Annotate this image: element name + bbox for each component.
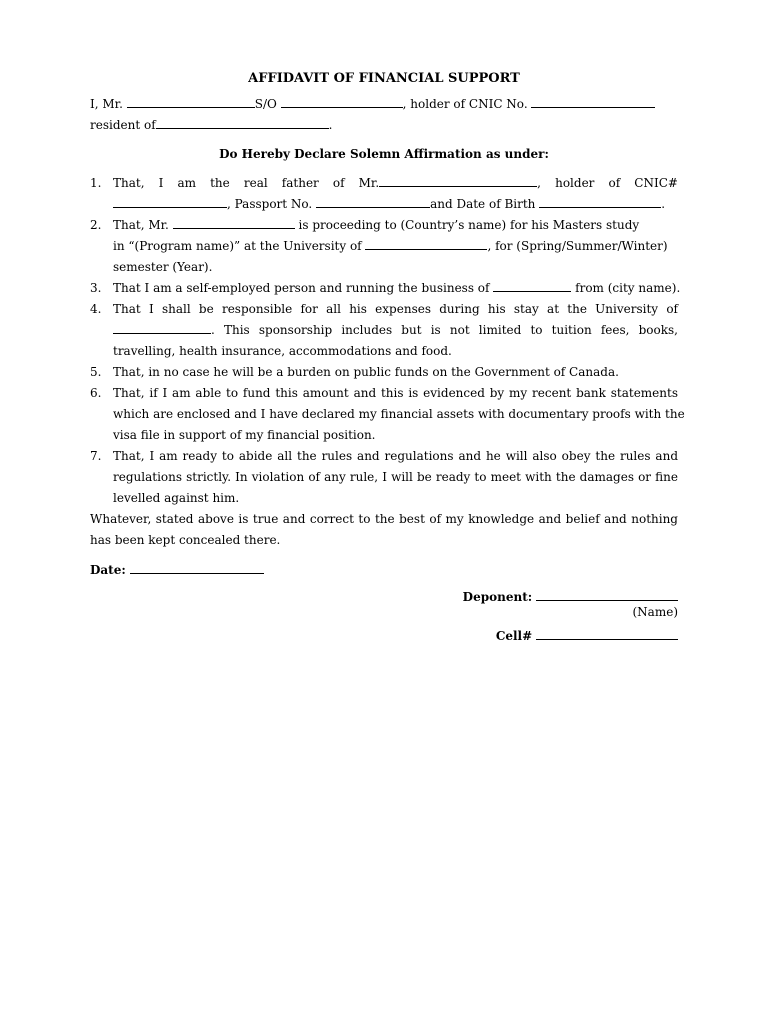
item-1-line-2 [113, 196, 678, 212]
item-text: of [608, 176, 621, 190]
item-4-line-2 [113, 322, 678, 338]
item-text: is proceeding to (Country’s name) for his Masters study [298, 218, 640, 232]
item-number: 1. [90, 176, 102, 190]
item-text: father [281, 176, 319, 190]
passport-blank[interactable] [316, 196, 430, 208]
item-number: 6. [90, 386, 102, 400]
item-text: , for (Spring/Summer/Winter) [487, 239, 668, 253]
cell-row [90, 628, 678, 644]
item-text: the [210, 176, 230, 190]
item-number: 7. [90, 449, 102, 463]
cnic-blank[interactable] [531, 96, 655, 108]
intro-resident-label: resident of [90, 118, 156, 132]
date-label: Date: [90, 563, 126, 577]
item-2-line-3: semester (Year). [113, 260, 213, 274]
item-text: . This sponsorship includes but is not limited to tuition fees, books, [211, 323, 678, 337]
father-name-blank[interactable] [281, 96, 403, 108]
cell-blank[interactable] [536, 628, 678, 640]
item-text: , [537, 176, 541, 190]
item-text: Mr. [358, 176, 380, 190]
intro-so-label: S/O [254, 97, 277, 111]
intro-mr-label: I, Mr. [90, 97, 123, 111]
deponent-blank[interactable] [536, 589, 678, 601]
item-text: , Passport No. [227, 197, 313, 211]
item-text: That, Mr. [113, 218, 169, 232]
son-cnic-blank[interactable] [113, 196, 227, 208]
name-blank[interactable] [127, 96, 255, 108]
declaration-heading: Do Hereby Declare Solemn Affirmation as under: [219, 147, 549, 161]
item-7-line-3: levelled against him. [113, 491, 240, 505]
item-4-line-1: That I shall be responsible for all his expenses during his stay at the University of [113, 302, 678, 316]
item-text: of [332, 176, 345, 190]
item-7-line-2: regulations strictly. In violation of any rule, I will be ready to meet with the damages or fine [113, 470, 678, 484]
item-text: in “(Program name)” at the University of [113, 239, 362, 253]
closing-line-1: Whatever, stated above is true and correct to the best of my knowledge and belief and nothing [90, 512, 678, 526]
item-number: 3. [90, 281, 102, 295]
item-text: CNIC# [634, 176, 678, 190]
date-row [90, 562, 678, 578]
deponent-label: Deponent: [462, 590, 533, 604]
item-6-line-3: visa file in support of my financial position. [113, 428, 376, 442]
cell-label: Cell# [495, 629, 533, 643]
item-text: holder [555, 176, 595, 190]
item-number: 2. [90, 218, 102, 232]
business-blank[interactable] [493, 280, 571, 292]
item-text: . [661, 197, 666, 211]
name-hint: (Name) [632, 605, 678, 619]
item-7-line-1: That, I am ready to abide all the rules and regulations and he will also obey the rules and [113, 449, 678, 463]
date-blank[interactable] [130, 562, 264, 574]
intro-cnic-label: , holder of CNIC No. [402, 97, 528, 111]
residence-blank[interactable] [156, 117, 329, 129]
deponent-row [90, 589, 678, 605]
item-6-line-1: That, if I am able to fund this amount and this is evidenced by my recent bank statements [113, 386, 678, 400]
intro-line-2 [90, 117, 678, 133]
item-text: real [243, 176, 268, 190]
item-text: from (city name). [575, 281, 681, 295]
dob-blank[interactable] [539, 196, 661, 208]
son-name-blank[interactable] [173, 217, 295, 229]
document-title: AFFIDAVIT OF FINANCIAL SUPPORT [248, 71, 520, 86]
university-blank[interactable] [365, 238, 487, 250]
intro-line-1 [90, 96, 678, 112]
university-blank[interactable] [113, 322, 211, 334]
closing-line-2: has been kept concealed there. [90, 533, 281, 547]
item-5-line-1: That, in no case he will be a burden on public funds on the Government of Canada. [113, 365, 619, 379]
item-4-line-3: travelling, health insurance, accommodations and food. [113, 344, 452, 358]
intro-period: . [328, 118, 333, 132]
item-2-line-2 [113, 238, 678, 254]
item-2-line-1 [113, 217, 678, 233]
son-name-blank[interactable] [379, 175, 537, 187]
item-text: I [158, 176, 164, 190]
item-6-line-2: which are enclosed and I have declared my financial assets with documentary proofs with the [113, 407, 685, 421]
item-number: 5. [90, 365, 102, 379]
item-number: 4. [90, 302, 102, 316]
item-1-line-1 [113, 175, 678, 191]
item-text: and Date of Birth [430, 197, 536, 211]
item-3-line-1 [113, 280, 681, 296]
item-text: That, [113, 176, 145, 190]
item-text: That I am a self-employed person and running the business of [113, 281, 490, 295]
item-text: am [177, 176, 197, 190]
